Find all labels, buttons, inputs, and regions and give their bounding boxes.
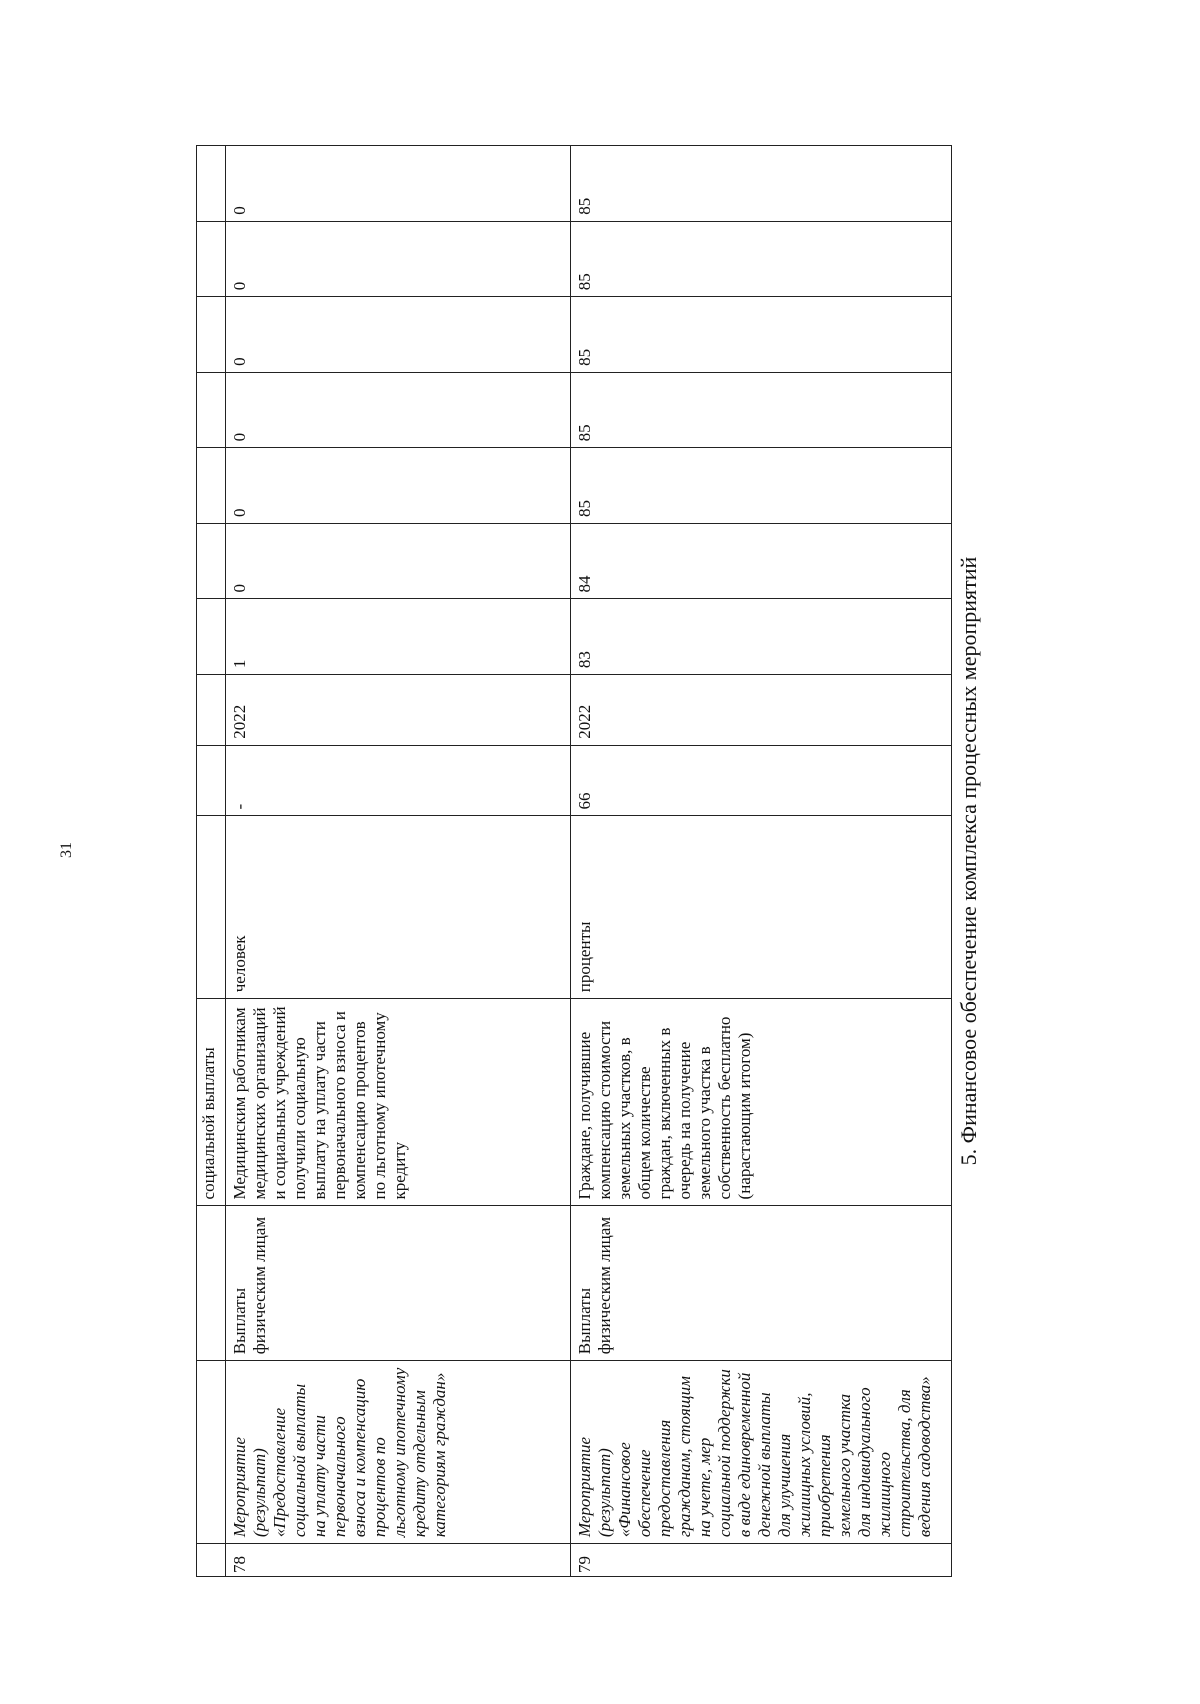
unit: проценты (571, 816, 952, 999)
year-value: 0 (226, 372, 571, 448)
base-year: 2022 (226, 675, 571, 746)
header-fragment: социальной выплаты (197, 999, 226, 1206)
event-name: Мероприятие (результат) «Предоставление социальной выплаты на уплату части первоначального взноса и компенсацию процентов по льготному ипотечному кредиту отдельным категориям граждан» (226, 1361, 571, 1544)
event-name: Мероприятие (результат) «Финансовое обеспечение предоставления гражданам, стоящим на учете, мер социальной поддержки в виде единовременной денежной выплаты для улучшения жилищных условий, приобретения земельного участка для индивидуального жилищного строительства, для ведения садоводства» (571, 1361, 952, 1544)
year-value: 85 (571, 372, 952, 448)
base-year: 2022 (571, 675, 952, 746)
event-type: Выплаты физическим лицам (226, 1206, 571, 1361)
rotated-table-page (196, 145, 992, 1577)
table-row (226, 146, 571, 1577)
year-value: 0 (226, 221, 571, 297)
year-value: 85 (571, 297, 952, 373)
year-value: 83 (571, 599, 952, 675)
row-number: 78 (226, 1544, 571, 1577)
year-value: 0 (226, 297, 571, 373)
year-value: 85 (571, 448, 952, 524)
indicator-name: Медицинским работникам медицинских организаций и социальных учреждений получили социальную выплату на уплату части первоначального взноса и компенсацию процентов по льготному ипотечному кредиту (226, 999, 571, 1206)
event-type: Выплаты физическим лицам (571, 1206, 952, 1361)
table-header-fragment-row (197, 146, 226, 1577)
unit: человек (226, 816, 571, 999)
year-value: 85 (571, 146, 952, 222)
measures-table (196, 145, 952, 1577)
section-heading: 5. Финансовое обеспечение комплекса процессных мероприятий (956, 556, 981, 1166)
table-row (571, 146, 952, 1577)
year-value: 84 (571, 523, 952, 599)
year-value: 0 (226, 146, 571, 222)
base-value: 66 (571, 745, 952, 816)
year-value: 0 (226, 523, 571, 599)
row-number: 79 (571, 1544, 952, 1577)
year-value: 1 (226, 599, 571, 675)
page-number: 31 (58, 842, 75, 858)
year-value: 85 (571, 221, 952, 297)
base-value: - (226, 745, 571, 816)
indicator-name: Граждане, получившие компенсацию стоимости земельных участков, в общем количестве граждан, включенных в очередь на получение земельного участка в собственность бесплатно (нарастающим итогом) (571, 999, 952, 1206)
year-value: 0 (226, 448, 571, 524)
